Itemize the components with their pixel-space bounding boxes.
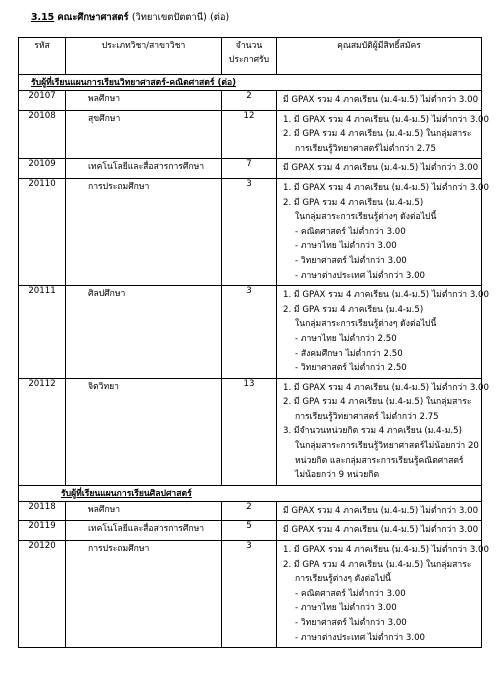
table-row (19, 541, 482, 648)
table-row (19, 91, 482, 111)
seat-count: 2 (222, 91, 277, 111)
table-row (19, 159, 482, 179)
qualification-line: การเรียนรู้วิทยาศาสตร์ ไม่ต่ำกว่า 2.75 (295, 411, 439, 422)
header-count-line1: จำนวน (235, 41, 263, 51)
seat-count: 5 (222, 521, 277, 541)
qualification-cell (277, 110, 489, 159)
table-header-row (19, 38, 482, 75)
seat-count: 3 (222, 178, 277, 285)
qualification-line: ไม่น้อยกว่า 9 หน่วยกิต (295, 470, 380, 481)
qualification-line: 2. มี GPA รวม 4 ภาคเรียน (ม.4-ม.5) (283, 197, 424, 208)
program-code: 20110 (19, 178, 66, 285)
qualification-cell (277, 541, 489, 648)
qualification-cell (277, 178, 489, 285)
qualification-line: มี GPAX รวม 4 ภาคเรียน (ม.4-ม.5) ไม่ต่ำกว่า 3.00 (283, 505, 479, 516)
seat-count: 3 (222, 541, 277, 648)
program-name: เทคโนโลยีและสื่อสารการศึกษา (66, 521, 222, 541)
qualification-line: 1. มี GPAX รวม 4 ภาคเรียน (ม.4-ม.5) ไม่ต่ำกว่า 3.00 (283, 114, 489, 125)
program-code: 20107 (19, 91, 66, 111)
admission-table (18, 37, 489, 648)
header-program: ประเภทวิชา/สาขาวิชา (66, 38, 222, 75)
qualification-line: การเรียนรู้วิทยาศาสตร์ไม่ต่ำกว่า 2.75 (295, 143, 436, 154)
qualification-line: 2. มี GPA รวม 4 ภาคเรียน (ม.4-ม.5) ในกลุ่มสาระ (283, 397, 472, 408)
qualification-cell (277, 159, 482, 179)
section-label: รับผู้ที่เรียนแผนการเรียนวิทยาศาสตร์-คณิตศาสตร์ (ต่อ) (19, 75, 482, 91)
program-name: จิตวิทยา (66, 378, 222, 485)
qualification-cell (277, 91, 482, 111)
program-code: 20120 (19, 541, 66, 648)
qualification-line: - คณิตศาสตร์ ไม่ต่ำกว่า 3.00 (295, 588, 406, 599)
qualification-cell (277, 501, 482, 521)
qualification-line: - ภาษาต่างประเทศ ไม่ต่ำกว่า 3.00 (295, 270, 426, 281)
qualification-cell (277, 286, 489, 379)
header-count-line2: ประกาศรับ (228, 55, 270, 65)
qualification-line: ในกลุ่มสาระการเรียนรู้ต่างๆ ดังต่อไปนี้ (295, 212, 437, 223)
qualification-line: - ภาษาไทย ไม่ต่ำกว่า 2.50 (295, 333, 397, 344)
seat-count: 3 (222, 286, 277, 379)
qualification-line: 2. มี GPA รวม 4 ภาคเรียน (ม.4-ม.5) ในกลุ่มสาระ (283, 129, 472, 140)
table-row (19, 378, 482, 485)
qualification-line: 1. มี GPAX รวม 4 ภาคเรียน (ม.4-ม.5) ไม่ต่ำกว่า 3.00 (283, 545, 489, 556)
qualification-line: 1. มี GPAX รวม 4 ภาคเรียน (ม.4-ม.5) ไม่ต่ำกว่า 3.00 (283, 382, 489, 393)
program-name: สุขศึกษา (66, 110, 222, 159)
qualification-line: - วิทยาศาสตร์ ไม่ต่ำกว่า 2.50 (295, 363, 407, 374)
qualification-line: - วิทยาศาสตร์ ไม่ต่ำกว่า 3.00 (295, 618, 407, 628)
seat-count: 12 (222, 110, 277, 159)
qualification-line: มี GPAX รวม 4 ภาคเรียน (ม.4-ม.5) ไม่ต่ำกว่า 3.00 (283, 163, 479, 174)
qualification-line: 2. มี GPA รวม 4 ภาคเรียน (ม.4-ม.5) (283, 304, 424, 315)
qualification-line: - สังคมศึกษา ไม่ต่ำกว่า 2.50 (295, 348, 403, 359)
qualification-cell (277, 521, 482, 541)
qualification-cell (277, 378, 489, 485)
qualification-line: - คณิตศาสตร์ ไม่ต่ำกว่า 3.00 (295, 226, 406, 237)
program-name: พลศึกษา (66, 91, 222, 111)
qualification-line: หน่วยกิต และกลุ่มสาระการเรียนรู้คณิตศาสตร์ (295, 455, 464, 466)
section-label: รับผู้ที่เรียนแผนการเรียนศิลปศาสตร์ (19, 485, 482, 501)
qualification-line: มี GPAX รวม 4 ภาคเรียน (ม.4-ม.5) ไม่ต่ำกว่า 3.00 (283, 95, 479, 105)
faculty-name: คณะศึกษาศาสตร์ (57, 12, 129, 23)
qualification-line: มี GPAX รวม 4 ภาคเรียน (ม.4-ม.5) ไม่ต่ำกว่า 3.00 (283, 525, 479, 536)
program-name: การประถมศึกษา (66, 178, 222, 285)
program-code: 20108 (19, 110, 66, 159)
program-code: 20111 (19, 286, 66, 379)
qualification-line: 3. มีจำนวนหน่วยกิต รวม 4 ภาคเรียน (ม.4-ม.5) (283, 426, 462, 437)
qualification-line: - วิทยาศาสตร์ ไม่ต่ำกว่า 3.00 (295, 255, 407, 266)
qualification-line: 2. มี GPA รวม 4 ภาคเรียน (ม.4-ม.5) ในกลุ่มสาระ (283, 559, 472, 570)
qualification-line: - ภาษาต่างประเทศ ไม่ต่ำกว่า 3.00 (295, 632, 426, 643)
table-row (19, 110, 482, 159)
section-heading-arts (19, 485, 482, 501)
program-name: การประถมศึกษา (66, 541, 222, 648)
table-row (19, 521, 482, 541)
program-code: 20118 (19, 501, 66, 521)
seat-count: 2 (222, 501, 277, 521)
program-name: ศิลปศึกษา (66, 286, 222, 379)
header-code: รหัส (19, 38, 66, 75)
qualification-line: ในกลุ่มสาระการเรียนรู้วิทยาศาสตร์ไม่น้อยกว่า 20 (295, 441, 479, 452)
qualification-line: 1. มี GPAX รวม 4 ภาคเรียน (ม.4-ม.5) ไม่ต่ำกว่า 3.00 (283, 182, 489, 193)
program-code: 20109 (19, 159, 66, 179)
program-name: พลศึกษา (66, 501, 222, 521)
qualification-line: การเรียนรู้ต่างๆ ดังต่อไปนี้ (295, 574, 391, 585)
header-count (222, 38, 277, 75)
qualification-line: ในกลุ่มสาระการเรียนรู้ต่างๆ ดังต่อไปนี้ (295, 319, 437, 330)
campus-name: (วิทยาเขตปัตตานี) (131, 12, 207, 23)
section-number: 3.15 (31, 12, 55, 23)
qualification-line: 1. มี GPAX รวม 4 ภาคเรียน (ม.4-ม.5) ไม่ต่ำกว่า 3.00 (283, 290, 489, 301)
page-title (31, 10, 229, 25)
program-code: 20112 (19, 378, 66, 485)
program-name: เทคโนโลยีและสื่อสารการศึกษา (66, 159, 222, 179)
section-heading-science (19, 75, 482, 91)
table-row (19, 501, 482, 521)
seat-count: 13 (222, 378, 277, 485)
continued-mark: (ต่อ) (210, 12, 230, 23)
qualification-line: - ภาษาไทย ไม่ต่ำกว่า 3.00 (295, 603, 397, 614)
qualification-line: - ภาษาไทย ไม่ต่ำกว่า 3.00 (295, 241, 397, 252)
seat-count: 7 (222, 159, 277, 179)
header-qualification: คุณสมบัติผู้มีสิทธิ์สมัคร (277, 38, 482, 75)
table-row (19, 178, 482, 285)
table-row (19, 286, 482, 379)
program-code: 20119 (19, 521, 66, 541)
